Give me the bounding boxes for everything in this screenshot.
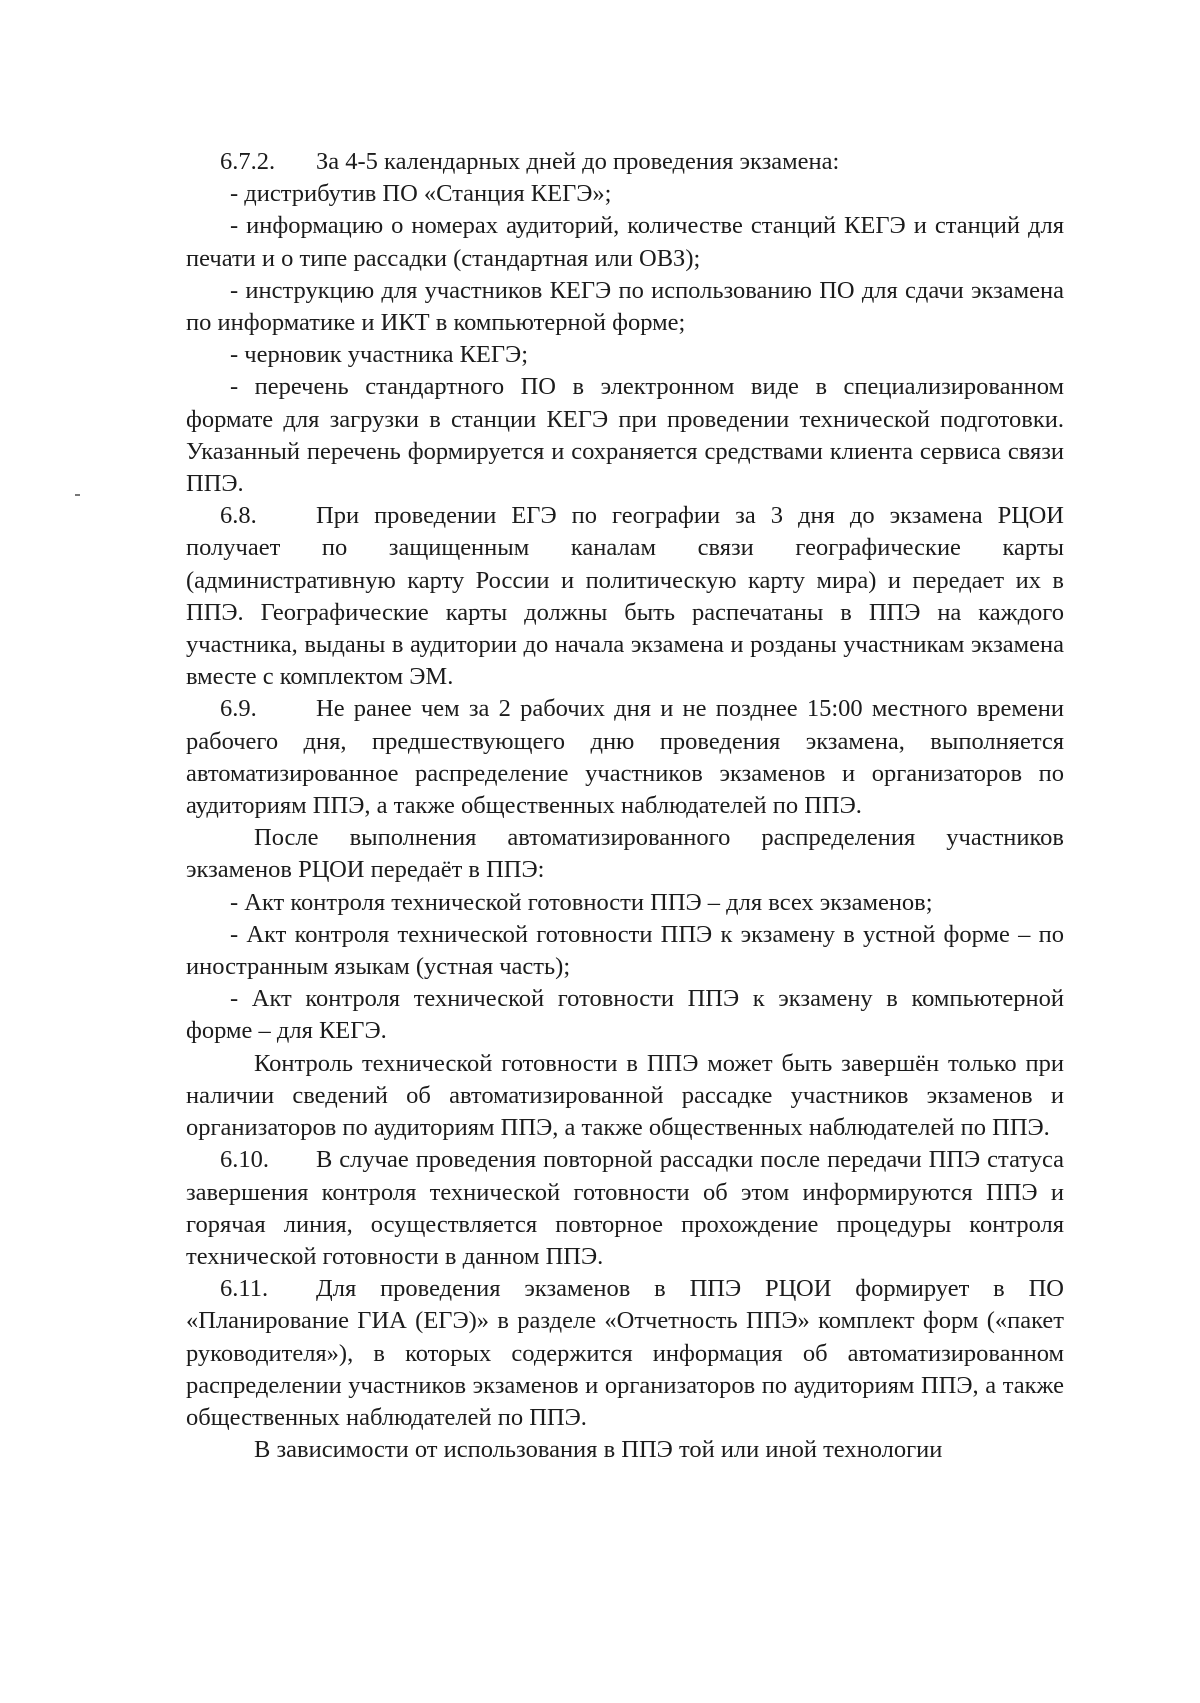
paragraph-after-distribution: После выполнения автоматизированного распределения участников экзаменов РЦОИ передаёт в ППЭ: [186, 824, 1064, 884]
paragraph-number: 6.11. [220, 1275, 269, 1303]
paragraph-number: 6.7.2. [220, 148, 276, 175]
paragraph-last: В зависимости от использования в ППЭ той или иной технологии [254, 1436, 943, 1464]
paragraph-text: В случае проведения повторной рассадки после передачи ППЭ статуса завершения контроля технической готовности об этом информируются ППЭ и горячая линия, осуществляется повторное прохождение процедуры контроля технической готовности в данном ППЭ. [186, 1146, 1064, 1270]
paragraph-text: За 4-5 календарных дней до проведения экзамена: [316, 148, 840, 175]
paragraph-number: 6.9. [220, 695, 257, 723]
paragraph-number: 6.8. [220, 502, 257, 530]
list-item: - Акт контроля технической готовности ППЭ к экзамену в устной форме – по иностранным языкам (устная часть); [186, 920, 1064, 981]
document-body [186, 146, 1064, 1466]
list-item: - Акт контроля технической готовности ППЭ – для всех экзаменов; [230, 888, 933, 916]
paragraph-6-11 [186, 1273, 1064, 1434]
paragraph-6-9 [186, 693, 1064, 822]
scan-speck [75, 494, 80, 496]
paragraph-6-10 [186, 1144, 1064, 1273]
paragraph-6-7-2 [186, 146, 1064, 178]
list-item: - Акт контроля технической готовности ППЭ к экзамену в компьютерной форме – для КЕГЭ. [186, 985, 1064, 1045]
paragraph-text: Для проведения экзаменов в ППЭ РЦОИ формирует в ПО «Планирование ГИА (ЕГЭ)» в разделе «Отчетность ППЭ» комплект форм («пакет руководителя»), в которых содержится информация об автоматизированном распределении участников экзаменов и организаторов по аудиториям ППЭ, а также общественных наблюдателей по ППЭ. [186, 1275, 1064, 1431]
paragraph-text: При проведении ЕГЭ по географии за 3 дня до экзамена РЦОИ получает по защищенным каналам связи географические карты (административную карту России и политическую карту мира) и передает их в ППЭ. Географические карты должны быть распечатаны в ППЭ на каждого участника, выданы в аудитории до начала экзамена и розданы участникам экзамена вместе с комплектом ЭМ. [186, 502, 1064, 691]
list-item: - дистрибутив ПО «Станция КЕГЭ»; [230, 180, 612, 208]
paragraph-number: 6.10. [220, 1146, 269, 1174]
paragraph-6-8 [186, 500, 1064, 693]
list-item: - инструкцию для участников КЕГЭ по использованию ПО для сдачи экзамена по информатике и ИКТ в компьютерной форме; [186, 276, 1064, 337]
paragraph-text: Не ранее чем за 2 рабочих дня и не позднее 15:00 местного времени рабочего дня, предшествующего дню проведения экзамена, выполняется автоматизированное распределение участников экзаменов и организаторов по аудиториям ППЭ, а также общественных наблюдателей по ППЭ. [186, 695, 1064, 820]
list-item: - информацию о номерах аудиторий, количестве станций КЕГЭ и станций для печати и о типе рассадки (стандартная или ОВЗ); [186, 212, 1064, 272]
list-item: - перечень стандартного ПО в электронном виде в специализированном формате для загрузки в станции КЕГЭ при проведении технической подготовки. Указанный перечень формируется и сохраняется средствами клиента сервиса связи ППЭ. [186, 373, 1064, 498]
paragraph-technical-control: Контроль технической готовности в ППЭ может быть завершён только при наличии сведений об автоматизированной рассадке участников экзаменов и организаторов по аудиториям ППЭ, а также общественных наблюдателей по ППЭ. [186, 1049, 1064, 1142]
list-item: - черновик участника КЕГЭ; [230, 341, 529, 369]
